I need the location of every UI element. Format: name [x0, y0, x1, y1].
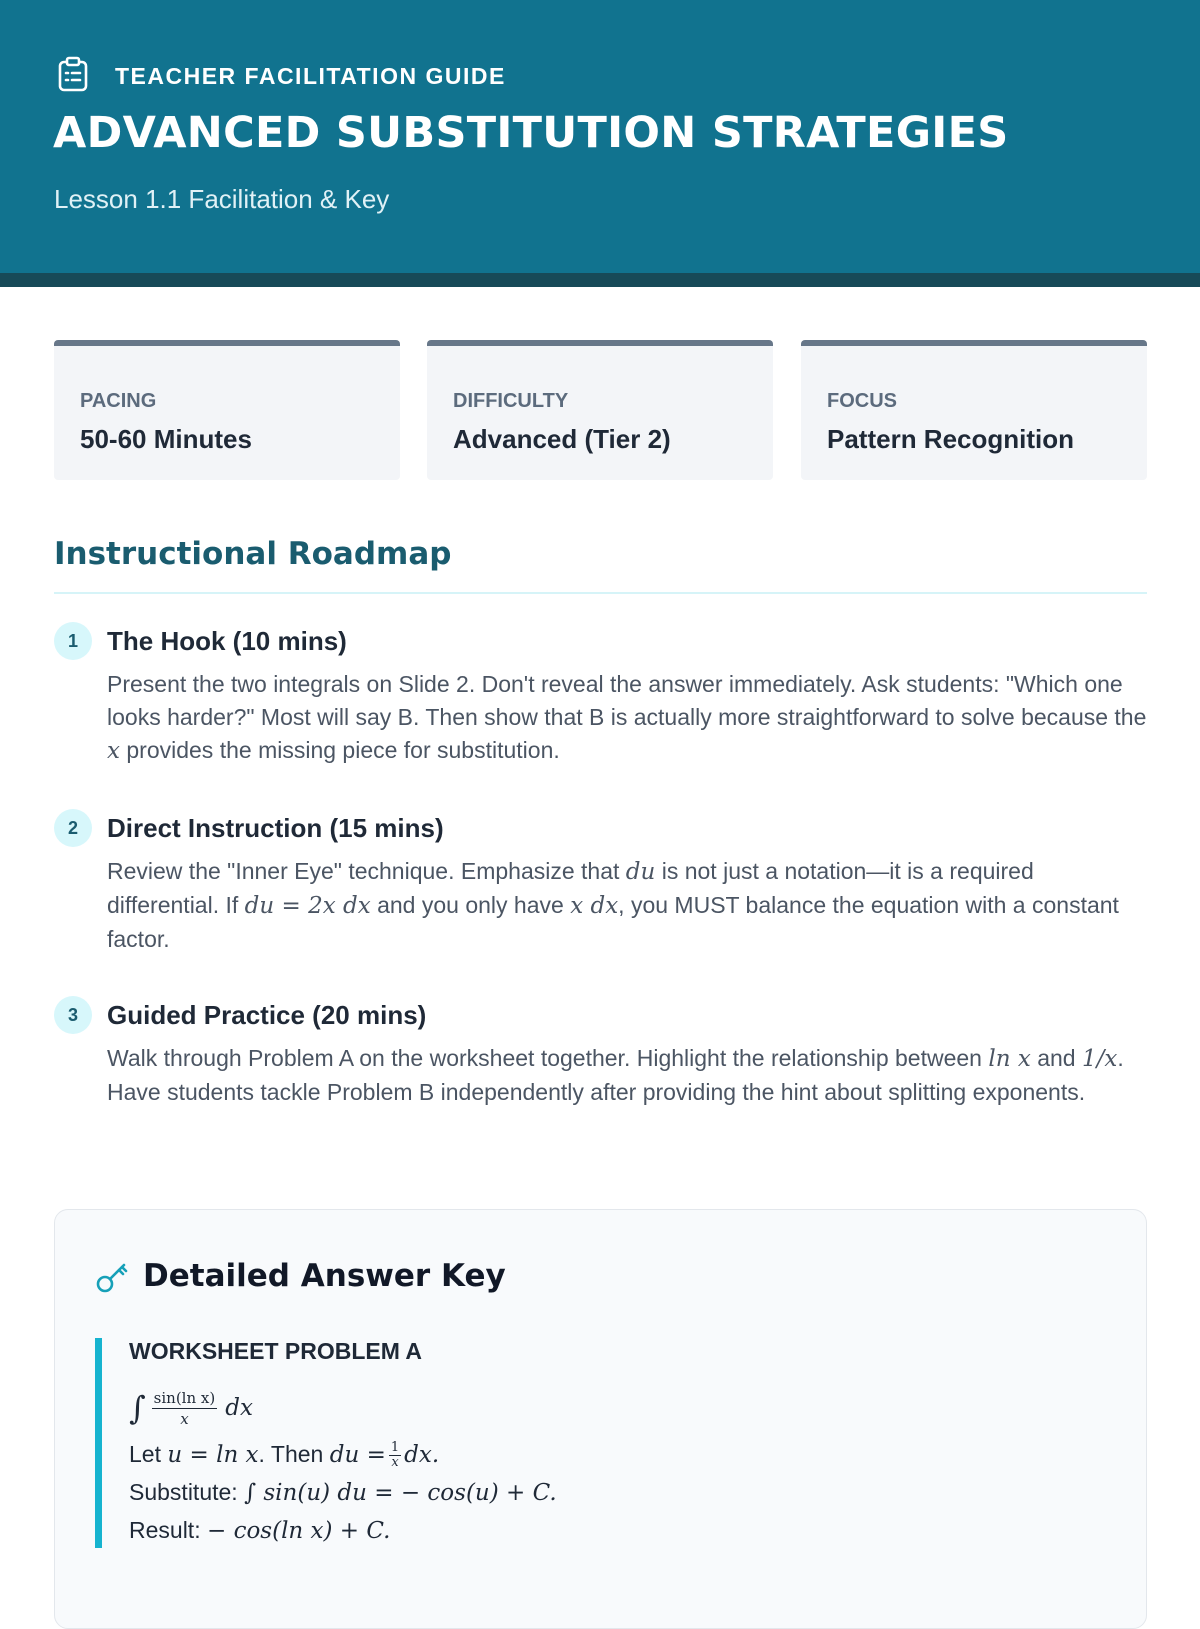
ans-text: Let — [129, 1441, 168, 1467]
step-text: provides the missing piece for substitution. — [119, 737, 560, 763]
guide-label: TEACHER FACILITATION GUIDE — [115, 63, 506, 89]
answer-line-2 — [129, 1476, 557, 1509]
section-divider — [54, 592, 1147, 594]
step-body — [107, 668, 1147, 768]
fraction — [389, 1441, 401, 1470]
step-text: and — [1030, 1045, 1082, 1071]
math-inline: du = — [329, 1442, 386, 1468]
focus-card — [801, 340, 1147, 480]
answer-key-panel — [54, 1209, 1147, 1629]
clipboard-list-icon — [57, 56, 89, 97]
pacing-card — [54, 340, 400, 480]
header — [0, 0, 1200, 287]
card-value: Pattern Recognition — [827, 424, 1075, 454]
numerator: sin(ln x) — [153, 1388, 216, 1407]
answer-key-title: Detailed Answer Key — [143, 1258, 506, 1294]
difficulty-card — [427, 340, 773, 480]
roadmap-title: Instructional Roadmap — [54, 536, 452, 572]
math-inline: dx. — [404, 1442, 440, 1468]
problem-label: WORKSHEET PROBLEM A — [129, 1338, 423, 1364]
fraction — [152, 1389, 218, 1428]
step-title: The Hook (10 mins) — [107, 626, 347, 656]
differential: dx — [225, 1395, 253, 1421]
math-inline: − cos(ln x) + C. — [206, 1518, 391, 1544]
step-title: Direct Instruction (15 mins) — [107, 813, 444, 843]
math-inline: du — [625, 859, 656, 885]
card-value: 50-60 Minutes — [80, 424, 252, 454]
ans-text: Result: — [129, 1517, 207, 1543]
step-body — [107, 1042, 1147, 1109]
page-title: ADVANCED SUBSTITUTION STRATEGIES — [53, 108, 1009, 158]
math-inline: 1/x — [1081, 1046, 1118, 1072]
math-inline: x — [107, 738, 120, 764]
step-text: is not just a notation—it is a required differential. If — [107, 858, 1034, 918]
step-text: Present the two integrals on Slide 2. Don't reveal the answer immediately. Ask students: "Which one looks harder?" Most will say B. Then show that B is actually more straightforward to solve because the — [107, 671, 1147, 730]
step-text: . Have students tackle Problem B independently after providing the hint about splitting exponents. — [107, 1045, 1124, 1105]
ans-text: . Then — [258, 1441, 330, 1467]
step-number: 3 — [54, 996, 92, 1034]
numerator: 1 — [390, 1440, 400, 1456]
math-inline: du = 2x dx — [244, 893, 371, 919]
step-text: Review the "Inner Eye" technique. Emphasize that — [107, 858, 626, 884]
math-inline: ∫ sin(u) du = − cos(u) + C. — [244, 1480, 557, 1506]
ans-text: Substitute: — [129, 1479, 245, 1505]
math-inline: x dx — [570, 893, 619, 919]
eyebrow — [57, 56, 506, 97]
page-subtitle: Lesson 1.1 Facilitation & Key — [54, 184, 390, 214]
step-title: Guided Practice (20 mins) — [107, 1000, 427, 1030]
card-value: Advanced (Tier 2) — [453, 424, 671, 454]
card-label: PACING — [80, 390, 157, 412]
card-label: FOCUS — [827, 390, 897, 412]
step-number: 1 — [54, 622, 92, 660]
answer-line-3 — [129, 1514, 390, 1547]
denominator: x — [391, 1455, 399, 1471]
step-text: Walk through Problem A on the worksheet together. Highlight the relationship between — [107, 1045, 989, 1071]
denominator: x — [180, 1409, 189, 1428]
info-cards — [54, 340, 1147, 480]
card-label: DIFFICULTY — [453, 390, 569, 412]
answer-line-1 — [129, 1438, 439, 1471]
integral-expression — [129, 1386, 253, 1430]
problem-a — [95, 1338, 902, 1548]
step-text: and you only have — [370, 892, 571, 918]
step-body — [107, 855, 1147, 956]
math-inline: ln x — [988, 1046, 1031, 1072]
step-number: 2 — [54, 809, 92, 847]
key-icon — [95, 1260, 129, 1294]
integral-sign: ∫ — [129, 1389, 146, 1427]
step-text: , you MUST balance the equation with a constant factor. — [107, 892, 1119, 952]
math-inline: u = ln x — [167, 1442, 259, 1468]
